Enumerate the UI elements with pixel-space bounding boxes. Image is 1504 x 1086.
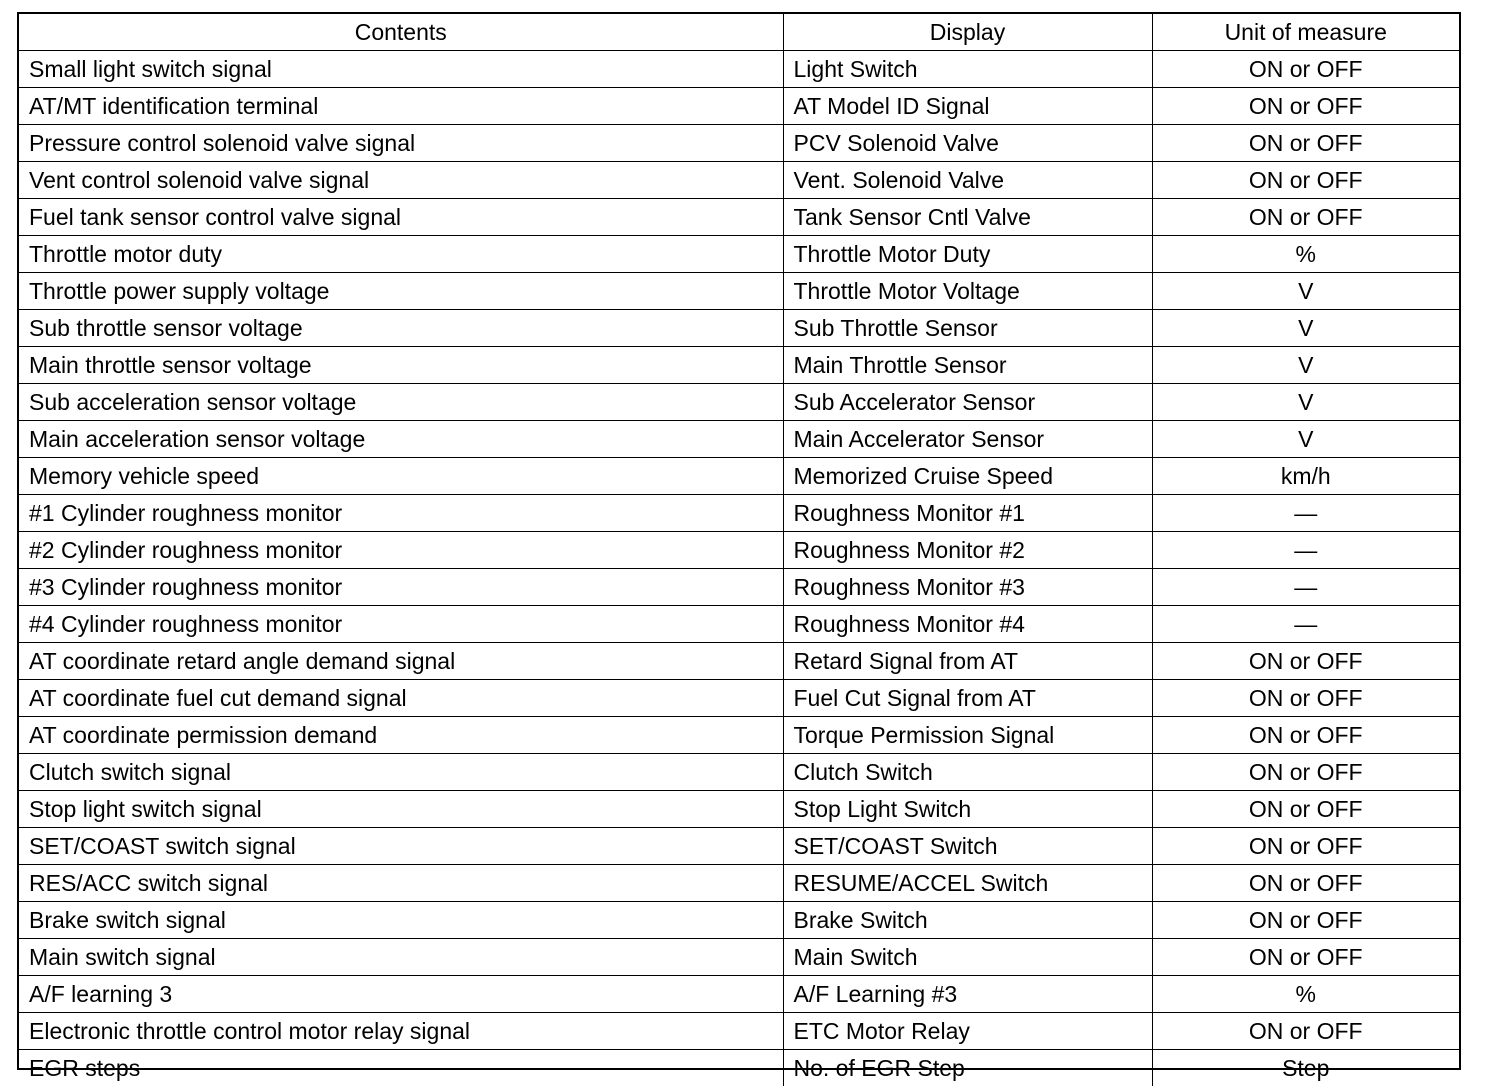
unit-cell: ON or OFF [1152, 939, 1459, 976]
table-row [19, 828, 1459, 865]
contents-cell: Main switch signal [19, 939, 783, 976]
display-cell: Vent. Solenoid Valve [783, 162, 1152, 199]
unit-cell: — [1152, 569, 1459, 606]
table-row [19, 791, 1459, 828]
unit-cell: V [1152, 421, 1459, 458]
table-row [19, 458, 1459, 495]
display-cell: No. of EGR Step [783, 1050, 1152, 1086]
unit-cell: — [1152, 606, 1459, 643]
header-unit: Unit of measure [1152, 14, 1459, 51]
display-cell: RESUME/ACCEL Switch [783, 865, 1152, 902]
unit-cell: V [1152, 347, 1459, 384]
unit-cell: ON or OFF [1152, 51, 1459, 88]
display-cell: Main Accelerator Sensor [783, 421, 1152, 458]
header-contents: Contents [19, 14, 783, 51]
contents-cell: #3 Cylinder roughness monitor [19, 569, 783, 606]
data-table-frame [17, 12, 1461, 1070]
contents-cell: Throttle motor duty [19, 236, 783, 273]
unit-cell: — [1152, 495, 1459, 532]
display-cell: Sub Throttle Sensor [783, 310, 1152, 347]
contents-cell: AT coordinate retard angle demand signal [19, 643, 783, 680]
contents-cell: Memory vehicle speed [19, 458, 783, 495]
table-row [19, 384, 1459, 421]
contents-cell: SET/COAST switch signal [19, 828, 783, 865]
table-row [19, 532, 1459, 569]
display-cell: Stop Light Switch [783, 791, 1152, 828]
table-row [19, 495, 1459, 532]
unit-cell: ON or OFF [1152, 754, 1459, 791]
display-cell: Roughness Monitor #2 [783, 532, 1152, 569]
table-row [19, 51, 1459, 88]
contents-cell: AT coordinate permission demand [19, 717, 783, 754]
display-cell: Tank Sensor Cntl Valve [783, 199, 1152, 236]
table-row [19, 236, 1459, 273]
contents-cell: Sub throttle sensor voltage [19, 310, 783, 347]
contents-cell: Brake switch signal [19, 902, 783, 939]
contents-cell: Main acceleration sensor voltage [19, 421, 783, 458]
display-cell: Fuel Cut Signal from AT [783, 680, 1152, 717]
display-cell: Main Throttle Sensor [783, 347, 1152, 384]
display-cell: SET/COAST Switch [783, 828, 1152, 865]
unit-cell: ON or OFF [1152, 1013, 1459, 1050]
contents-cell: #4 Cylinder roughness monitor [19, 606, 783, 643]
data-table [19, 14, 1459, 1086]
display-cell: Throttle Motor Duty [783, 236, 1152, 273]
display-cell: Roughness Monitor #1 [783, 495, 1152, 532]
display-cell: ETC Motor Relay [783, 1013, 1152, 1050]
table-header-row [19, 14, 1459, 51]
table-row [19, 939, 1459, 976]
contents-cell: A/F learning 3 [19, 976, 783, 1013]
unit-cell: % [1152, 976, 1459, 1013]
table-row [19, 1013, 1459, 1050]
unit-cell: Step [1152, 1050, 1459, 1086]
display-cell: Light Switch [783, 51, 1152, 88]
unit-cell: ON or OFF [1152, 902, 1459, 939]
table-row [19, 717, 1459, 754]
table-row [19, 421, 1459, 458]
unit-cell: V [1152, 310, 1459, 347]
contents-cell: Electronic throttle control motor relay signal [19, 1013, 783, 1050]
header-display: Display [783, 14, 1152, 51]
display-cell: AT Model ID Signal [783, 88, 1152, 125]
contents-cell: Fuel tank sensor control valve signal [19, 199, 783, 236]
display-cell: A/F Learning #3 [783, 976, 1152, 1013]
contents-cell: Vent control solenoid valve signal [19, 162, 783, 199]
contents-cell: AT/MT identification terminal [19, 88, 783, 125]
contents-cell: Small light switch signal [19, 51, 783, 88]
table-row [19, 1050, 1459, 1086]
display-cell: Torque Permission Signal [783, 717, 1152, 754]
display-cell: Roughness Monitor #3 [783, 569, 1152, 606]
table-row [19, 902, 1459, 939]
contents-cell: Clutch switch signal [19, 754, 783, 791]
display-cell: Main Switch [783, 939, 1152, 976]
contents-cell: Sub acceleration sensor voltage [19, 384, 783, 421]
contents-cell: #2 Cylinder roughness monitor [19, 532, 783, 569]
display-cell: Clutch Switch [783, 754, 1152, 791]
display-cell: Sub Accelerator Sensor [783, 384, 1152, 421]
unit-cell: ON or OFF [1152, 865, 1459, 902]
table-row [19, 199, 1459, 236]
table-row [19, 88, 1459, 125]
contents-cell: AT coordinate fuel cut demand signal [19, 680, 783, 717]
unit-cell: ON or OFF [1152, 828, 1459, 865]
table-row [19, 310, 1459, 347]
contents-cell: Pressure control solenoid valve signal [19, 125, 783, 162]
contents-cell: RES/ACC switch signal [19, 865, 783, 902]
contents-cell: Main throttle sensor voltage [19, 347, 783, 384]
unit-cell: ON or OFF [1152, 125, 1459, 162]
table-row [19, 680, 1459, 717]
display-cell: Retard Signal from AT [783, 643, 1152, 680]
table-row [19, 606, 1459, 643]
table-row [19, 162, 1459, 199]
display-cell: Brake Switch [783, 902, 1152, 939]
table-row [19, 976, 1459, 1013]
table-row [19, 273, 1459, 310]
unit-cell: ON or OFF [1152, 643, 1459, 680]
table-row [19, 125, 1459, 162]
unit-cell: km/h [1152, 458, 1459, 495]
display-cell: PCV Solenoid Valve [783, 125, 1152, 162]
unit-cell: ON or OFF [1152, 199, 1459, 236]
table-row [19, 569, 1459, 606]
display-cell: Roughness Monitor #4 [783, 606, 1152, 643]
display-cell: Memorized Cruise Speed [783, 458, 1152, 495]
table-row [19, 865, 1459, 902]
unit-cell: V [1152, 273, 1459, 310]
unit-cell: % [1152, 236, 1459, 273]
table-row [19, 643, 1459, 680]
unit-cell: — [1152, 532, 1459, 569]
contents-cell: Stop light switch signal [19, 791, 783, 828]
unit-cell: ON or OFF [1152, 717, 1459, 754]
table-row [19, 754, 1459, 791]
table-row [19, 347, 1459, 384]
table-body [19, 51, 1459, 1086]
unit-cell: V [1152, 384, 1459, 421]
unit-cell: ON or OFF [1152, 791, 1459, 828]
contents-cell: EGR steps [19, 1050, 783, 1086]
display-cell: Throttle Motor Voltage [783, 273, 1152, 310]
unit-cell: ON or OFF [1152, 680, 1459, 717]
contents-cell: #1 Cylinder roughness monitor [19, 495, 783, 532]
contents-cell: Throttle power supply voltage [19, 273, 783, 310]
unit-cell: ON or OFF [1152, 88, 1459, 125]
unit-cell: ON or OFF [1152, 162, 1459, 199]
